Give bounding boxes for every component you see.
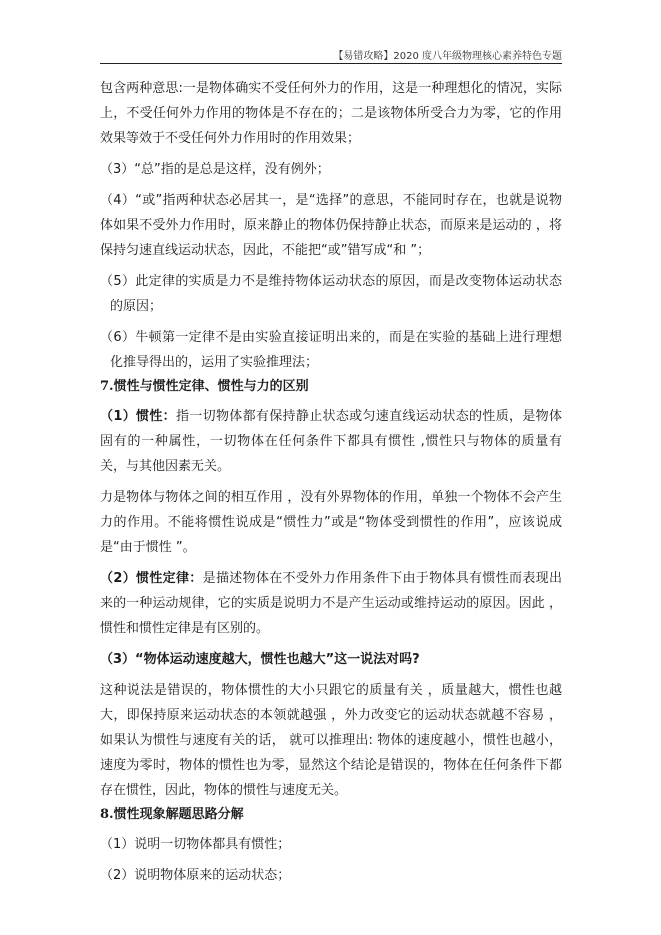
paragraph-point-3: （3）“总”指的是总是这样，没有例外；: [100, 162, 330, 177]
header-rule: [100, 63, 562, 64]
inertia-text: 指一切物体都有保持静止状态或匀速直线运动状态的性质，是物体固有的一种属性，一切物体在任何条件下都具有惯性 ,惯性只与物体的质量有关，与其他因素无关。: [100, 409, 562, 474]
paragraph-step-1: （1）说明一切物体都具有惯性；: [100, 837, 291, 852]
paragraph-question: （3）“物体运动速度越大，惯性也越大”这一说法对吗?: [100, 652, 420, 667]
paragraph-inertia-law: [100, 566, 562, 641]
paragraph-step-2: （2）说明物体原来的运动状态；: [100, 868, 291, 883]
inertia-label: （1）惯性：: [100, 409, 176, 424]
paragraph-two-meanings: 包含两种意思:一是物体确实不受任何外力的作用，这是一种理想化的情况，实际上，不受任何外力作用的物体是不存在的；二是该物体所受合力为零，它的作用效果等效于不受任何外力作用时的作用效果；: [100, 81, 562, 146]
section-heading-8: 8.惯性现象解题思路分解: [100, 807, 244, 822]
paragraph-answer: 这种说法是错误的，物体惯性的大小只跟它的质量有关 ，质量越大，惯性也越大，即保持原来运动状态的本领就越强 ，外力改变它的运动状态就越不容易 ，如果认为惯性与速度有关的话， 就可以推理出: 物体的速度越小，惯性也越小，速度为零时，物体的惯性也为零，显然这个结论是错误的，物体在任何条件下都存在惯性，因此，物体的惯性与速度无关。: [100, 683, 562, 798]
section-heading-7: 7.惯性与惯性定律、惯性与力的区别: [100, 379, 309, 394]
paragraph-point-6: （6）牛顿第一定律不是由实验直接证明出来的，而是在实验的基础上进行理想化推导得出的，运用了实验推理法；: [100, 330, 562, 370]
paragraph-point-4: （4）“或”指两种状态必居其一，是“选择”的意思，不能同时存在，也就是说物体如果不受外力作用时，原来静止的物体仍保持静止状态，而原来是运动的 ，将保持匀速直线运动状态，因此，不能把“或”错写成“和 ”；: [100, 193, 562, 258]
inertia-law-text: 是描述物体在不受外力作用条件下由于物体具有惯性而表现出来的一种运动规律，它的实质是说明力不是产生运动或维持运动的原因。因此 ，惯性和惯性定律是有区别的。: [100, 571, 562, 636]
paragraph-point-5: （5）此定律的实质是力不是维持物体运动状态的原因，而是改变物体运动状态的原因；: [100, 274, 562, 314]
page-header: 【易错攻略】2020 度八年级物理核心素养特色专题: [333, 51, 562, 62]
page-content: [100, 76, 562, 888]
paragraph-inertia: [100, 404, 562, 479]
inertia-law-label: （2）惯性定律：: [100, 571, 203, 586]
paragraph-force: 力是物体与物体之间的相互作用 ，没有外界物体的作用，单独一个物体不会产生力的作用。不能将惯性说成是“惯性力”或是“物体受到惯性的作用”，应该说成是“由于惯性 ”。: [100, 490, 562, 555]
